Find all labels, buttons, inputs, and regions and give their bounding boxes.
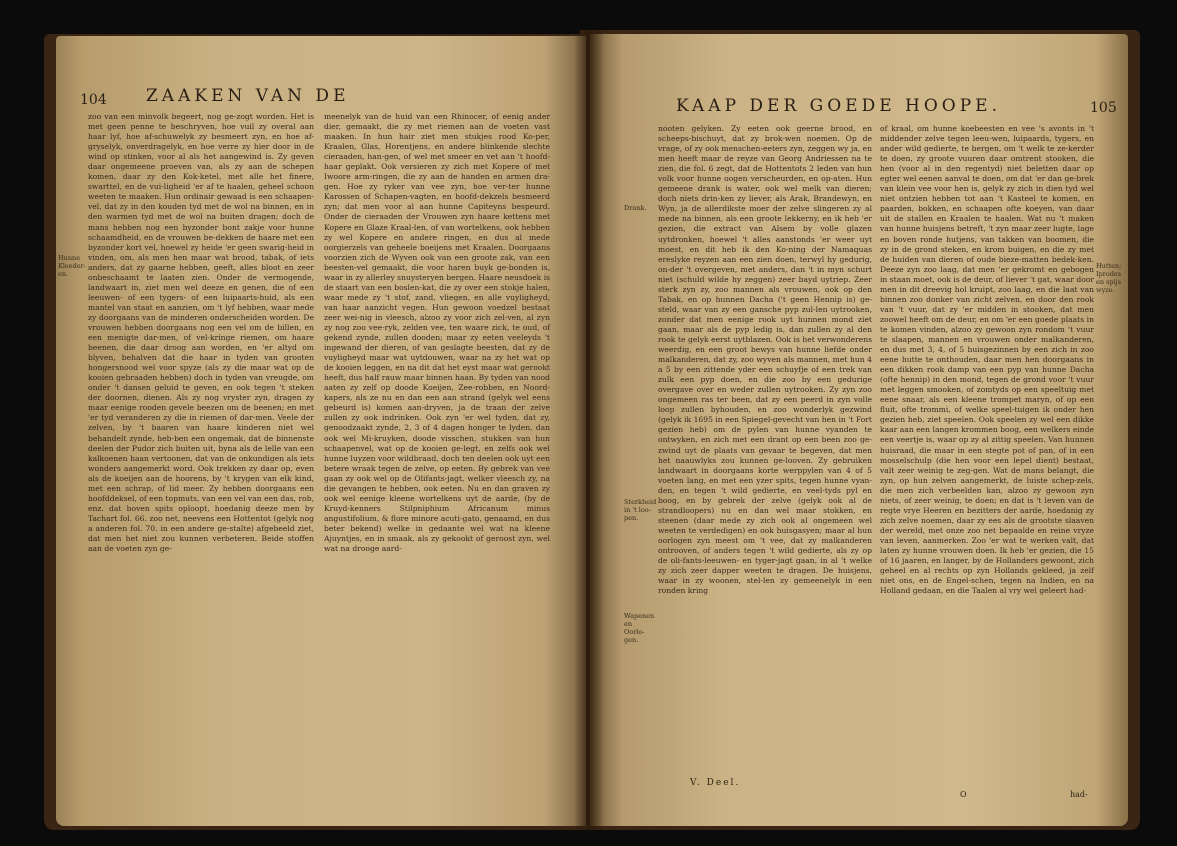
page-number-left: 104 bbox=[80, 92, 107, 108]
signature-mark: O bbox=[960, 790, 967, 799]
page-number-right: 105 bbox=[1090, 100, 1117, 116]
left-page bbox=[56, 36, 586, 826]
margin-note-left-1: Hunne Kleeder-en. bbox=[58, 254, 86, 278]
margin-note-right-1: Drank. bbox=[624, 204, 647, 212]
page-header-right: KAAP DER GOEDE HOOPE. bbox=[676, 96, 1001, 116]
signature-volume: V. Deel. bbox=[690, 778, 741, 788]
left-page-column-2: meenelyk van de huid van een Rhinocer, of eenig ander dier, gemaakt, die zy met riemen aan de voeten vast maaken. In hun hair ziet men stukjes rood Ko-per, Kraalen, Glas, Horentjens, en andere blinkende slechte cieraaden, han-gen, of wel met smeer en vet aan 't hoofd-haar geplakt. Ook versieren zy zich met Kopere of met Iwoore arm-ringen, die zy aan de handen en armen dra-gen. Hoe zy ryker van vee zyn, hoe ver-ter hunne Karossen of Schapen-vagten, en hoofd-dekzels besmeerd zyn; dat men voor al aan hunne Capiteyns bespeurd. Onder de cieraaden der Vrouwen zyn haare kettens met Kopere en Glaze Kraal-len, of van wortelkens, ook hebben zy wel Kopere en andere ringen, en dus al mede oorgierzels van geheele boeijens met Kraalen. Doorgaans voorzien zich de Wyven ook van een groote zak, van een beesten-vel gemaakt, die voor haren buyk ge-bonden is, waar in zy allerley snuysteryen bergen. Haare neusdoek is de staart van een boslen-kat, die zy over een stokje halen, waar mede zy 't stof, zand, vliegen, en alle vuyligheyd, van haar aanzicht vegen. Hun gewoon voedzel bestaat zeer wei-nig in vleesch, alzoo zy voor zich zel-ven, al zyn zy nog zoo vee-ryk, zelden vee, ten waare zick, te oud, of gekend zynde, zullen dooden; maar zy eeten veeleyds 't ingewand der dieren, of van geslagte beesten, dat zy de vuyligheyd maar wat uytdouwen, waar na zy het wat op de kooien leggen, en na dit dat het eyst maar wat gerookt heeft, dus half rauw maar binnen haan. By tyden van nood aaten zy zelf op doode Koeijen, Zee-robben, en Noord-kapers, als ze nu en dan een aan strand (gelyk wel eens gebeurd is) komen aan-dryven, ja de traan der zelve zullen zy ook indrinken. Ook zyn 'er wel tyden, dat zy, genoodzaakt zynde, 2, 3 of 4 dagen honger te lyden, dan ook wel Mi-kruyken, doode visschen, stukken van hun schaapenvel, wat op de kooien ge-legt, en zelfs ook wel hunne luyzen voor wildbraad, doch ten deelen ook uyt een betere wraak tegen de zelve, op eeten. By gebrek van vee gaan zy ook wel op de Olifants-jagt, welker vleesch zy, na die gevangen te hebben, ook eeten. Nu en dan graven zy ook wel eenige kleene wortelkens uyt de aarde, (by de Kruyd-kenners Stilpniphium Africanum minus angustifolium, & flore minore acuti-gato, genaamd, en dus beter bekend) welke in gedaante wel wat na kleene Ajuyntjes, en in smaak, als zy gekookt of geroost zyn, wel wat na drooge aard- bbox=[324, 112, 551, 554]
catchword: had- bbox=[1070, 790, 1088, 799]
right-page-column-2: of kraal, om hunne koebeesten en vee 's avonts in 't middender zelve tegen leeu-wen, luipaards, tygers, en ander wild gedierte, te bergen, om 't welk te ze-kerder te doen, zy groote vuuren daar omtrent stooken, die hen (voor al in den regentyd) niet beletten daar op egter wel eenen aanval te doen, om dat 'er dan ge-brek van klein vee voor hen is, gelyk zy zich in dien tyd wel niet ontzien hebben tot aan 't Kasteel te komen, en paarden, bokken, en schaapen ofte koeyen, van daar uit de stallen en Kraalen te haalen. Wat nu 't maken van hunne huisjens betreft, 't zyn maar zeer lugte, lage en boven ronde hutjens, van takken van boomen, die zy in de grond steken, en krom buigen, en die zy met de huiden van dieren of oude bieze-matten bedek-ken. Deeze zyn zoo laag, dat men 'er gekromt en gebogen in staan moet, ook is de deur, of liever 't gat, waar door men in dit dreevig hol kruipt, zoo laag, en die laat van binnen zoo donker van zicht zelven, en door den rook van 't vuur, dat zy 'er midden in stooken, dat men zoowel heeft om de deur, en om 'er een goede plaats in te komen vinden, alzoo zy gewoon zyn rondom 't vuur te slaapen, mannen en vrouwen onder malkanderen, en dus met 3, 4, of 5 huisgezinnen by een zich in zoo eene hutte te onthouden, daar men hen doorgaans in een dikken rook damp van een pyp van hunne Dacha (ofte hennip) in den mond, tegen de grond voor 't vuur met leggen smooken, of zomtyds op een speeltuig met eene snaar, als een kleene trompet maryn, of op een fluit, ofte trommi, of welke speel-tuigen ik onder hen gezien heb, ziet speelen. Ook speelen zy wel een dikke kaar aan een langen krommen boog, een welkers einde een veertje is, waar op zy al zittig speelen. Van hunnen huisraad, die maar in een stegte pot of pan, of in een mosselschulp (die hen voor een lepel dient) bestaat, valt zeer weinig te zeg-gen. Wat de mans belangt, die zyn, op hun zelven aangemerkt, de luiste schep-zels, die men zich verbeelden kan, alzoo zy gewoon zyn niets, of zeer weinig, te doen; en dat is 't leven van de regte vrye Heeren en bezitters der aarde, hoedanig zy zich zelve noemen, daar zy ees als de grootste slaaven der wereld, met onze zoo net bepaalde en reine vryze van leven, aanmerken. Zoo 'er wat te werken valt, dat laten zy hunne vrouwen doen. Ik heb 'er gezien, die 15 of 16 jaaren, en langer, by de Hollanders gewoont, zich geheel en al rechts op zyn Hollands gekleed, ja zelf niet ons, en de Engel-schen, tegen na Indien, en na Holland gedaan, en die Taalen al vry wel geleert had- bbox=[880, 124, 1094, 596]
book-gutter bbox=[574, 30, 604, 830]
margin-note-right-4: Hutten; Iprodes en spijs wyze. bbox=[1096, 262, 1122, 294]
left-page-column-1: zoo van een minvolk begeert, nog ge-zogt worden. Het is met geen penne te beschryven, hoe vuil zy overal aan haar lyf, hoe af-schuwelyk zy besmeert zyn, en hoe af-gryselyk, onverdragelyk, en hoe verre zy hier door in de wind op stinken, voor al als het aangewind is. Zy geven daar ongemeene proeven van, als zy aan de schepen komen, daar zy den Kok-ketel, met alle het finere, swarttel, en de vui-ligheid 'er af te haalen, geheel schoon weeten te maaken. Hun ordinair gewaad is een schaapen-vel, dat zy in den kouden tyd met de wol na binnen, en in den warmen tyd met de wol na buiten dragen; doch de mans hebben nog een byzonder bont zakje voor hunne schaamdheid, en de vrouwen be-dekken de haare met een byzonder kort vel, hoewel zy heide 'er geen swarig-heid in vinden, om, als men hen maar wat brood, tabak, of iets anders, dat zy gaarne hebben, geeft, alles bloot en zeer onbeschaamt te laaten zien. Onder de vermogende, landwaart in, ziet men wel deeze en genen, die of een leeuwen- of een tygers- of een luipaarts-huid, als een mantel van staat en aanzien, om 't lyf hebben, waar mede zy doorgaans van de minderen onderscheiden worden. De vrouwen hebben doorgaans nog een vel om de billen, en een menigte dar-men, of vel-kringe riemen, om haare beenen, die daar droog aan worden, en 'er altyd om blyven, behalven dat die haar in tyden van grooten hongersnood wel voor spyze (als zy die maar wat op de kooien gebraaden hebben) doch in tyden van vreugde, om onder 't dansen geluid te geven, en ook tegen 't steken der doornen, dienen. Als zy nog vryster zyn, dragen zy maar eenige rooden gevele beezen om de beenen; en met 'er tyd veranderen zy die in riemen of dar-men. Veele der zelven, by 't baaren van haare kinderen niet wel behandelt zynde, heb-ben een ongemak, dat de binnenste deelen der Pudor zich buiten uit, byna als de lelle van een kalkoenen haan vertoonen, dat van de onkundigen als iets wonders aangemerkt word. Ook trekken zy daar op, even als de koeijen aan de hoorens, by 't krygen van elk kind, met een schrap, of lid meer. Zy hebben doorgaans een hoofddeksel, of een topmuts, van een vel van een das, rob, enz. dat boven spits oploopt, hoedanig deeze men by Tachart fol. 66. zoo net, neevens een Hottentot (gelyk nog a anderen fol. 70. in een andere ge-stalte) afgebeeld ziet, dat men het niet zou kunnen verbeteren. Beide stoffen aan de voeten zyn ge- bbox=[88, 112, 314, 554]
margin-note-right-2: Sterkheid in 't loo-pen. bbox=[624, 498, 657, 522]
right-page bbox=[590, 34, 1128, 826]
page-header-left: ZAAKEN VAN DE bbox=[146, 86, 350, 106]
margin-note-right-3: Wapenen en Oorlo-gen. bbox=[624, 612, 655, 644]
right-page-column-1: nooten gelyken. Zy eeten ook geerne brood, en scheeps-bischuyt, dat zy brok-wen noemen. Op de vrage, of zy ook menschen-eeters zyn, zeggen wy ja, en men heeft maar de reyze van Georg Andriessen na te zien, die fol. 6 zegt, dat de Hottentots 2 leden van hun volk voor hunne oogen verscheurden, en op-aten. Hun gemeene drank is water, ook wel melk van dieren; doch niets drin-ken zy liever, als Arak, Brandewyn, en Wyn, ja de allerdikste moer der zelve slingeren zy al mede na binnen, als een groote lekkerny, en ik heb 'er gezien, die extract van Alsem by volle glazen uytdronken, hoewel 't alles aanstonds 'er weer uyt moest, en dit heb ik den Ko-ning der Namaquas ereslyke reyzen aan een zien doen, terwyl hy gedurig, on-der 't overgeven, met anders, dan 't in myn schurt niet (schuld wilde hy zeggen) zeer bayd uytriep. Zeer sterk zyn zy, zoo mannen als vrouwen, ook op den Tabak, en op hunnen Dacha ('t geen Hennip is) ge-steld, waar van zy een gansche pyp zul-len uytrooken, zonder dat men eenige rook uyt hunnen mond ziet gaan, maar als de pyp ledig is, dan zullen zy al den rook te gelyk eerst uytblazen. Ook is het verwonderens weerdig, en een groot bewys van hunne liefde onder malkanderen, dat zy, zoo wyven als mannen, met hun 4 a 5 by een zittende yder een schuyfje of een trek van zulk een pyp doen, en die zoo by een gedurige overgave over en weder zullen uytrooken. Zy zyn zoo ongemeen ras ter been, dat zy een peerd in zyn volle loop zullen byhouden, en zoo wonderlyk gezwind (gelyk ik 1695 in een Spiegel-gevecht van hen in 't Fort gezien heb) om de pylen van hunne vyanden te ontwyken, en zich met een drant op een been zoo ge-zwind uyt de plaats van gevaar te begeven, dat men het naauwlyks zou kunnen ge-looven. Zy gebruiken landwaart in doorgaans korte werppylen van 4 of 5 voeten lang, en met een yzer spits, tegen hunne vyan-den, en tegen 't wild gedierte, en veel-tyds pyl en boog, en by gebrek der zelve (gelyk ook al de strandloopers) nu en dan wel maar stokken, en steenen (daar mede zy zich ook al ongemeen wel weeten te verdedigen) en ook huisgasyen; maar al hun oorlogen zyn meest om 't vee, dat zy malkanderen ontrooven, of anders tegen 't wild gedierte, als zy op de oli-fants-leeuwen- en tyger-jagt gaan, in al 't welke zy zich zeer dapper weeten te dragen. De huisjens, waar in zy woonen, stel-len zy gemeenelyk in een ronden kring bbox=[658, 124, 872, 596]
